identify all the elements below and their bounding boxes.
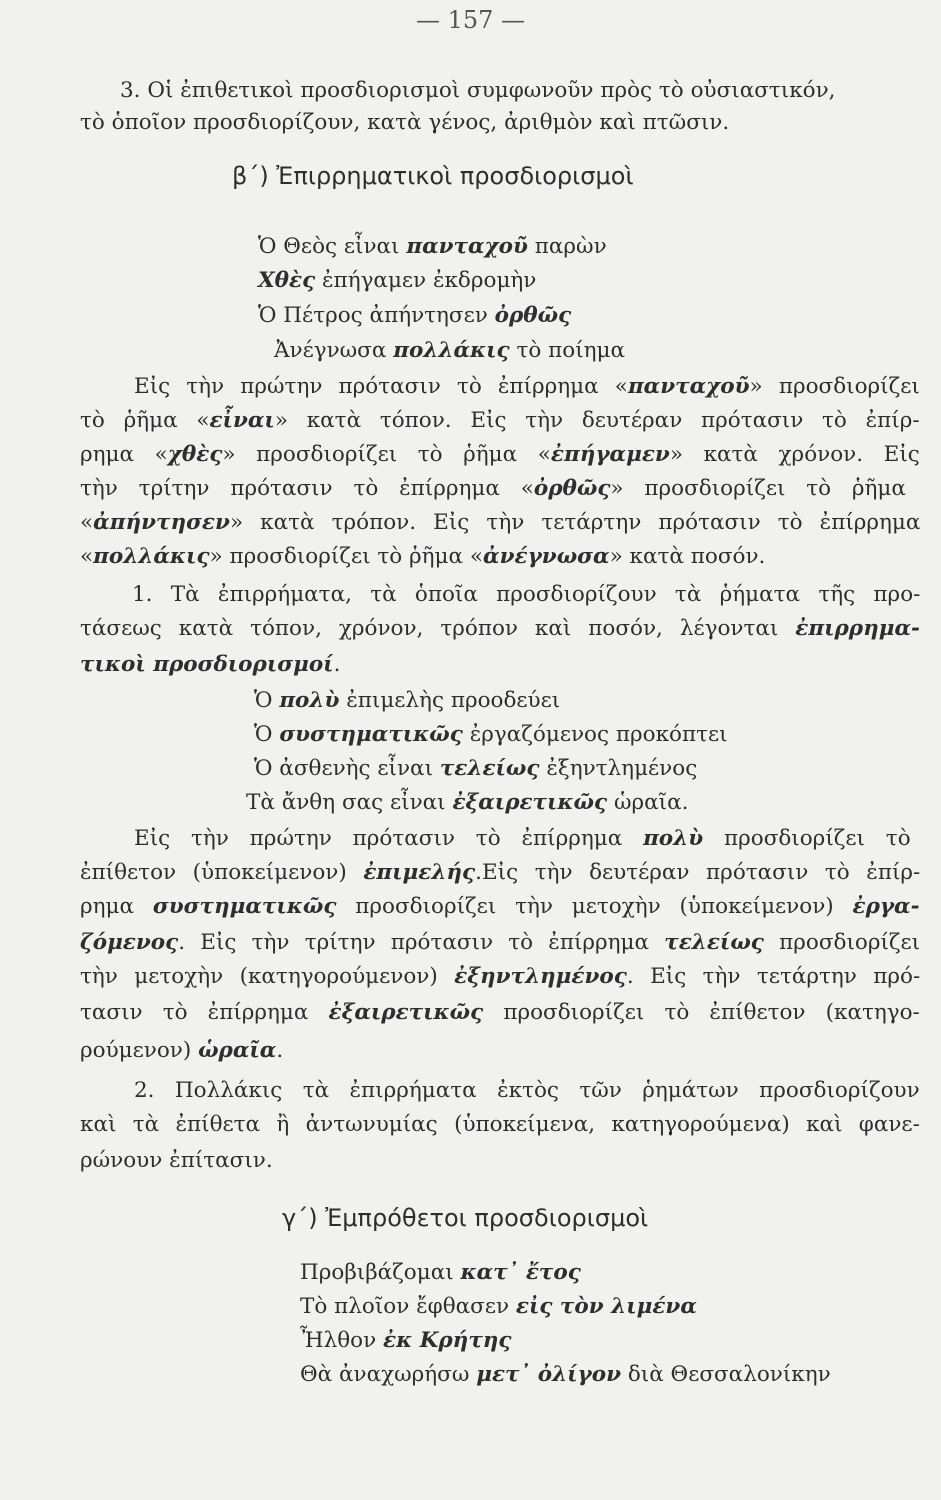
text-segment: . [333,652,341,677]
emphasized-term: τελείως [439,756,540,781]
text-segment: ἐξηντλημένος [539,756,698,781]
text-segment: » προσδιορίζει τὸ ῥῆμα [610,476,906,501]
text-segment: « [80,544,94,569]
text-segment: ἐργαζόμενος προκόπτει [462,722,728,747]
text-segment: » κατὰ χρόνον. Εἰς [669,442,920,467]
text-segment: ρημα « [80,442,168,467]
text-segment: » κατὰ τόπον. Εἰς τὴν δευτέραν πρότασιν τὸ ἐπίρ- [274,408,920,433]
text-line [80,546,765,568]
emphasized-term: ὡραῖα [198,1038,277,1063]
text-line [80,478,906,500]
text-line [80,512,920,534]
text-line [80,654,340,676]
emphasized-term: Χθὲς [258,268,316,293]
text-segment: Εἰς τὴν πρώτην πρότασιν τὸ ἐπίρρημα [134,826,644,851]
example-line [258,270,536,292]
text-segment: Θὰ ἀναχωρήσω [300,1362,477,1387]
text-segment: 1. Τὰ ἐπιρρήματα, τὰ ὁποῖα προσδιορίζουν τὰ ῥήματα τῆς προ- [132,582,921,607]
text-segment: προσδιορίζει [763,930,921,955]
example-line [254,758,697,780]
text-segment: Τὸ πλοῖον ἔφθασεν [300,1294,516,1319]
emphasized-term: κατ᾽ ἔτος [460,1260,581,1285]
section-heading [232,164,634,188]
text-segment: τὴν μετοχὴν (κατηγορούμενον) [80,964,455,989]
example-line [254,690,560,712]
text-line [80,618,920,640]
emphasized-term: συστηματικῶς [152,894,337,919]
text-line [80,1150,273,1172]
text-segment: » προσδιορίζει τὸ ῥῆμα « [222,442,551,467]
emphasized-term: ζόμενος [80,930,179,955]
emphasized-term: ἐργα- [852,894,920,919]
emphasized-term: ἐξαιρετικῶς [452,790,608,815]
emphasized-term: πολλάκις [393,338,510,363]
emphasized-term: εἶναι [209,408,275,433]
text-segment: γ΄) Ἐμπρόθετοι προσδιορισμοὶ [282,1204,649,1232]
text-line [80,932,920,954]
emphasized-term: ἐπήγαμεν [550,442,670,467]
text-segment: καὶ τὰ ἐπίθετα ἢ ἀντωνυμίας (ὑποκείμενα, κατηγορούμενα) καὶ φανε- [80,1112,920,1137]
text-segment: τάσεως κατὰ τόπον, χρόνον, τρόπον καὶ ποσόν, λέγονται [80,616,796,641]
emphasized-term: ἐπιρρημα- [795,616,920,641]
emphasized-term: ἀνέγνωσα [483,544,610,569]
emphasized-term: πολὺ [643,826,704,851]
text-line [80,112,729,134]
example-line [300,1296,697,1318]
text-segment: παρὼν [527,234,607,259]
section-heading [282,1206,648,1230]
emphasized-term: συστηματικῶς [279,722,463,747]
text-line [134,1080,920,1102]
example-line [300,1262,581,1284]
example-line [300,1330,512,1352]
text-line [80,862,920,884]
text-segment: ἐπίθετον (ὑποκείμενον) [80,860,364,885]
example-line [274,340,625,362]
emphasized-term: ἀπήντησεν [93,510,230,535]
text-segment: » κατὰ ποσόν. [609,544,766,569]
text-line [80,410,920,432]
text-segment: .Εἰς τὴν δευτέραν πρότασιν τὸ ἐπίρ- [475,860,921,885]
text-segment: τὸ ὁποῖον προσδιορίζουν, κατὰ γένος, ἀριθμὸν καὶ πτῶσιν. [80,110,730,135]
text-segment: ρημα [80,894,153,919]
text-line [80,1114,920,1136]
text-line [80,896,920,918]
text-segment: Ὁ [254,722,280,747]
example-line [300,1364,831,1386]
text-segment: Ὁ [254,688,280,713]
text-segment: ἐπιμελὴς προοδεύει [339,688,561,713]
text-segment: β΄) Ἐπιρρηματικοὶ προσδιορισμοὶ [232,162,634,190]
text-line [80,966,920,988]
emphasized-term: τικοὶ προσδιορισμοί [80,652,334,677]
text-segment: τὸ ῥῆμα « [80,408,210,433]
emphasized-term: τελείως [664,930,764,955]
emphasized-term: χθὲς [167,442,223,467]
text-line [80,444,920,466]
emphasized-term: ὀρθῶς [533,476,611,501]
text-segment: προσδιορίζει τὸ ἐπίθετον (κατηγο- [483,1000,920,1025]
emphasized-term: πολὺ [279,688,340,713]
emphasized-term: μετ᾽ ὀλίγον [476,1362,621,1387]
text-segment: 3. Οἱ ἐπιθετικοὶ προσδιορισμοὶ συμφωνοῦν πρὸς τὸ οὐσιαστικόν, [120,78,836,103]
emphasized-term: εἰς τὸν λιμένα [515,1294,697,1319]
text-segment: « [80,510,94,535]
emphasized-term: πολλάκις [93,544,210,569]
text-segment: . Εἰς τὴν τρίτην πρότασιν τὸ ἐπίρρημα [178,930,665,955]
text-segment: ἐπήγαμεν ἐκδρομὴν [315,268,537,293]
emphasized-term: ἐκ Κρήτης [383,1328,512,1353]
text-segment: Ὁ ἀσθενὴς εἶναι [254,756,440,781]
text-segment: Ὁ Θεὸς εἶναι [258,234,407,259]
text-segment: Τὰ ἄνθη σας εἶναι [246,790,453,815]
text-segment: Εἰς τὴν πρώτην πρότασιν τὸ ἐπίρρημα « [134,374,628,399]
text-segment: ὡραῖα. [607,790,689,815]
text-segment: διὰ Θεσσαλονίκην [621,1362,831,1387]
text-line [134,376,920,398]
emphasized-term: πανταχοῦ [406,234,528,259]
emphasized-term: ἐξαιρετικῶς [328,1000,484,1025]
text-segment: τὴν τρίτην πρότασιν τὸ ἐπίρρημα « [80,476,534,501]
text-line [120,80,836,102]
text-line [132,584,920,606]
text-segment: Ὁ Πέτρος ἀπήντησεν [258,303,495,328]
example-line [254,724,728,746]
text-segment: προσδιορίζει τὴν μετοχὴν (ὑποκείμενον) [336,894,853,919]
example-line [258,305,571,327]
page-number: — 157 — [415,6,526,34]
text-segment: . [276,1038,284,1063]
text-segment: » προσδιορίζει [749,374,920,399]
text-segment: . Εἰς τὴν τετάρτην πρό- [626,964,921,989]
text-line [134,828,911,850]
text-segment: τασιν τὸ ἐπίρρημα [80,1000,329,1025]
text-line [80,1040,283,1062]
text-segment: » κατὰ τρόπον. Εἰς τὴν τετάρτην πρότασιν τὸ ἐπίρρημα [229,510,921,535]
text-segment: τὸ ποίημα [509,338,625,363]
text-segment: προσδιορίζει τὸ [703,826,911,851]
text-line [80,1002,920,1024]
emphasized-term: πανταχοῦ [627,374,750,399]
text-segment: 2. Πολλάκις τὰ ἐπιρρήματα ἐκτὸς τῶν ῥημάτων προσδιορίζουν [134,1078,920,1103]
text-segment: Προβιβάζομαι [300,1260,461,1285]
emphasized-term: ὀρθῶς [494,303,572,328]
emphasized-term: ἐπιμελής [363,860,476,885]
text-segment: ρούμενον) [80,1038,199,1063]
text-segment: Ἦλθον [300,1328,384,1353]
text-segment: » προσδιορίζει τὸ ῥῆμα « [209,544,484,569]
example-line [246,792,688,814]
text-segment: ρώνουν ἐπίτασιν. [80,1148,273,1173]
text-segment: Ἀνέγνωσα [274,338,394,363]
emphasized-term: ἐξηντλημένος [454,964,627,989]
example-line [258,236,607,258]
